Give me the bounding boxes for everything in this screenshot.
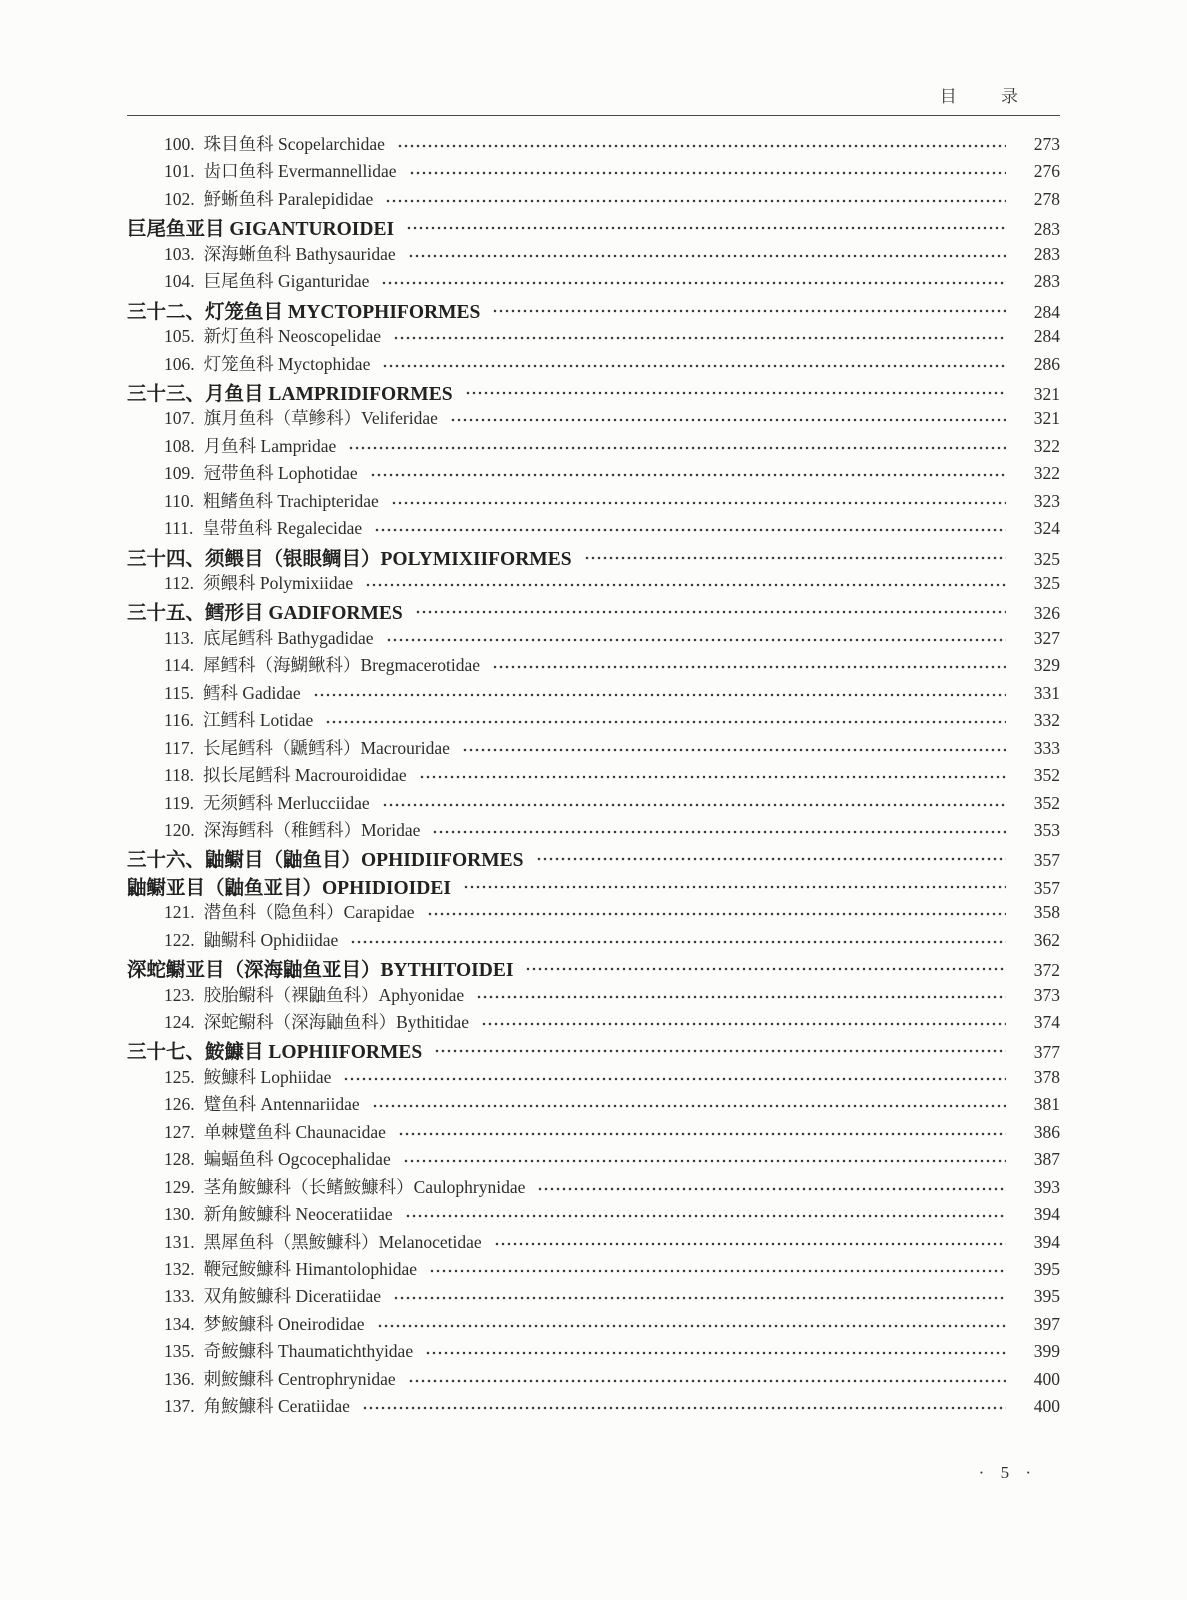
toc-entry-page: 283: [1033, 271, 1060, 292]
toc-entry-page: 374: [1033, 1012, 1060, 1032]
dot-leader: [462, 735, 1006, 762]
toc-entry-number: 110.: [164, 490, 194, 511]
dot-leader: [397, 131, 1006, 158]
toc-entry-number: 117.: [164, 737, 194, 758]
dot-leader: [406, 213, 1006, 240]
dot-leader: [382, 351, 1006, 378]
dot-leader: [409, 158, 1006, 185]
dot-leader: [481, 1009, 1006, 1036]
toc-entry-title: 深海鳕科（稚鳕科）Moridae: [203, 819, 421, 840]
page-content: [127, 0, 1060, 1421]
toc-entry-title: 冠带鱼科 Lophotidae: [203, 463, 358, 484]
toc-entry-number: 123.: [164, 984, 195, 1005]
dot-leader: [408, 241, 1006, 268]
toc-entry-title: 三十二、灯笼鱼目 MYCTOPHIFORMES: [127, 301, 481, 323]
dot-leader: [494, 1229, 1006, 1256]
toc-entry-page: 400: [1033, 1396, 1060, 1417]
toc-entry-number: 102.: [164, 188, 195, 209]
toc-entry: [127, 1338, 1060, 1365]
dot-leader: [348, 433, 1006, 460]
dot-leader: [325, 707, 1006, 734]
toc-entry: [127, 735, 1060, 762]
toc-entry-title: 三十五、鳕形目 GADIFORMES: [127, 603, 403, 625]
toc-entry-page: 327: [1033, 627, 1060, 648]
toc-entry-page: 362: [1033, 929, 1060, 950]
toc-entry-title: 深海蜥鱼科 Bathysauridae: [203, 243, 396, 264]
toc-entry: [127, 1256, 1060, 1283]
toc-entry-number: 112.: [164, 573, 194, 593]
toc-entry: [127, 1283, 1060, 1310]
toc-entry-page: 273: [1033, 134, 1060, 154]
toc-entry-title: 鮟鱇科 Lophiidae: [203, 1066, 332, 1087]
toc-entry-number: 114.: [164, 655, 194, 676]
toc-entry: [127, 954, 1060, 981]
toc-entry-title: 鳕科 Gadidae: [202, 682, 301, 703]
toc-entry-number: 106.: [164, 353, 195, 374]
toc-entry-page: 394: [1033, 1204, 1060, 1225]
toc-entry: [127, 1036, 1060, 1063]
toc-entry-page: 352: [1033, 765, 1060, 786]
toc-entry: [127, 1201, 1060, 1228]
dot-leader: [427, 899, 1006, 926]
dot-leader: [343, 1064, 1006, 1091]
dot-leader: [492, 296, 1006, 323]
dot-leader: [374, 515, 1006, 542]
toc-entry: [127, 433, 1060, 460]
toc-entry-title: 双角鮟鱇科 Diceratiidae: [203, 1286, 382, 1307]
toc-entry-page: 399: [1033, 1341, 1060, 1362]
toc-entry-page: 332: [1033, 710, 1060, 731]
toc-entry-title: 三十四、须鳂目（银眼鲷目）POLYMIXIIFORMES: [127, 548, 572, 570]
toc-entry-number: 108.: [164, 435, 195, 456]
toc-entry-title: 三十七、鮟鱇目 LOPHIIFORMES: [127, 1042, 423, 1064]
toc-entry-title: 深蛇鳚亚目（深海鼬鱼亚目）BYTHITOIDEI: [127, 960, 514, 982]
toc-entry: [127, 680, 1060, 707]
toc-entry-number: 104.: [164, 271, 195, 292]
header-rule: [127, 115, 1060, 116]
toc-entry-title: 犀鳕科（海鰗鳅科）Bregmacerotidae: [202, 655, 481, 676]
toc-entry-title: 皇带鱼科 Regalecidae: [202, 518, 363, 539]
toc-entry-number: 105.: [164, 326, 195, 347]
toc-entry-page: 322: [1033, 463, 1060, 484]
toc-entry-title: 粗鳍鱼科 Trachipteridae: [202, 490, 379, 511]
toc-entry-title: 刺鮟鱇科 Centrophrynidae: [203, 1368, 396, 1389]
toc-entry-number: 120.: [164, 819, 195, 840]
toc-entry: [127, 1009, 1060, 1036]
toc-entry: [127, 1311, 1060, 1338]
toc-entry-number: 130.: [164, 1204, 195, 1225]
toc-entry-number: 137.: [164, 1396, 195, 1417]
toc-entry-number: 126.: [164, 1094, 195, 1115]
toc-entry: [127, 186, 1060, 213]
toc-entry-page: 395: [1033, 1286, 1060, 1307]
dot-leader: [362, 1393, 1006, 1420]
dot-leader: [476, 982, 1006, 1009]
toc-entry: [127, 817, 1060, 844]
dot-leader: [377, 1311, 1007, 1338]
dot-leader: [463, 872, 1006, 899]
toc-entry-title: 底尾鳕科 Bathygadidae: [202, 627, 374, 648]
toc-entry-title: 无须鳕科 Merlucciidae: [202, 792, 370, 813]
toc-entry-number: 109.: [164, 463, 195, 484]
toc-entry-page: 286: [1033, 353, 1060, 374]
toc-entry: [127, 597, 1060, 624]
dot-leader: [450, 405, 1006, 432]
toc-entry: [127, 790, 1060, 817]
toc-entry: [127, 1229, 1060, 1256]
dot-leader: [386, 625, 1006, 652]
toc-entry-title: 鞭冠鮟鱇科 Himantolophidae: [203, 1258, 417, 1279]
dot-leader: [525, 954, 1006, 981]
toc-entry: [127, 1366, 1060, 1393]
dot-leader: [385, 186, 1006, 213]
dot-leader: [398, 1119, 1006, 1146]
toc-entry: [127, 515, 1060, 542]
toc-entry-page: 387: [1033, 1149, 1060, 1170]
toc-entry: [127, 570, 1060, 597]
toc-entry-title: 须鳂科 Polymixiidae: [202, 573, 354, 593]
toc-entry: [127, 1064, 1060, 1091]
toc-entry-page: 372: [1033, 960, 1060, 981]
toc-entry-page: 278: [1033, 188, 1060, 209]
toc-entry-number: 136.: [164, 1368, 195, 1389]
toc-entry-title: 角鮟鱇科 Ceratiidae: [203, 1396, 350, 1417]
toc-entry-number: 127.: [164, 1121, 195, 1142]
toc-entry-title: 三十六、鼬鳚目（鼬鱼目）OPHIDIIFORMES: [127, 850, 524, 872]
toc-entry-page: 373: [1033, 984, 1060, 1005]
toc-entry-number: 107.: [164, 408, 195, 429]
toc-entry-title: 齿口鱼科 Evermannellidae: [203, 161, 397, 182]
toc-entry-page: 325: [1033, 548, 1060, 569]
toc-entry-page: 358: [1033, 902, 1060, 923]
toc-entry: [127, 762, 1060, 789]
toc-entry-number: 122.: [164, 929, 195, 950]
dot-leader: [370, 460, 1006, 487]
toc-entry: [127, 213, 1060, 240]
toc-entry-title: 黑犀鱼科（黑鮟鱇科）Melanocetidae: [203, 1231, 482, 1252]
page-number-folio: · 5 ·: [978, 1463, 1037, 1482]
toc-entry-number: 121.: [164, 902, 195, 923]
toc-entry-title: 新角鮟鱇科 Neoceratiidae: [203, 1204, 393, 1225]
dot-leader: [350, 927, 1006, 954]
toc-entry: [127, 707, 1060, 734]
toc-entry-number: 118.: [164, 765, 194, 786]
dot-leader: [465, 378, 1006, 405]
toc-entry: [127, 1174, 1060, 1201]
toc-entry-page: 357: [1033, 850, 1060, 871]
toc-entry-title: 拟长尾鳕科 Macrouroididae: [202, 765, 407, 786]
toc-entry-page: 323: [1033, 490, 1060, 511]
toc-entry-number: 135.: [164, 1341, 195, 1362]
toc-entry-title: 茎角鮟鱇科（长鳍鮟鱇科）Caulophrynidae: [203, 1176, 526, 1197]
toc-entry-page: 331: [1033, 682, 1060, 703]
toc-entry: [127, 405, 1060, 432]
toc-entry-number: 128.: [164, 1149, 195, 1170]
toc-entry-page: 284: [1033, 301, 1060, 322]
toc-entry: [127, 488, 1060, 515]
toc-entry: [127, 927, 1060, 954]
toc-entry: [127, 158, 1060, 185]
toc-entry: [127, 1146, 1060, 1173]
toc-entry-title: 潜鱼科（隐鱼科）Carapidae: [203, 902, 415, 923]
toc-entry-title: 三十三、月鱼目 LAMPRIDIFORMES: [127, 383, 453, 405]
toc-entry-number: 103.: [164, 243, 195, 264]
toc-entry: [127, 296, 1060, 323]
toc-entry-number: 111.: [164, 518, 194, 539]
toc-entry: [127, 899, 1060, 926]
toc-entry-number: 101.: [164, 161, 195, 182]
toc-entry: [127, 460, 1060, 487]
toc-entry: [127, 351, 1060, 378]
running-head-title: 目 录: [939, 87, 1038, 106]
toc-entry-page: 329: [1033, 655, 1060, 676]
dot-leader: [391, 488, 1006, 515]
toc-entry-title: 旗月鱼科（草鲹科）Veliferidae: [203, 408, 438, 429]
toc-entry-page: 352: [1033, 792, 1060, 813]
dot-leader: [393, 323, 1006, 350]
dot-leader: [429, 1256, 1006, 1283]
dot-leader: [408, 1366, 1006, 1393]
toc-entry-title: 鼬鳚亚目（鼬鱼亚目）OPHIDIOIDEI: [127, 877, 451, 899]
dot-leader: [536, 844, 1006, 871]
toc-entry-number: 100.: [164, 134, 195, 154]
toc-entry-title: 巨尾鱼亚目 GIGANTUROIDEI: [127, 219, 395, 241]
toc-entry-title: 躄鱼科 Antennariidae: [203, 1094, 360, 1115]
toc-entry: [127, 1393, 1060, 1420]
toc-entry-number: 119.: [164, 792, 194, 813]
toc-entry-number: 124.: [164, 1012, 195, 1032]
toc-entry-title: 长尾鳕科（鼶鳕科）Macrouridae: [202, 737, 450, 758]
toc-entry-page: 325: [1033, 573, 1060, 593]
toc-entry-page: 377: [1033, 1042, 1060, 1063]
toc-entry: [127, 241, 1060, 268]
toc-entry-page: 394: [1033, 1231, 1060, 1252]
toc-entry-page: 276: [1033, 161, 1060, 182]
toc-entry-title: 胶胎鳚科（裸鼬鱼科）Aphyonidae: [203, 984, 465, 1005]
toc-entry-page: 284: [1033, 326, 1060, 347]
toc-entry-number: 133.: [164, 1286, 195, 1307]
toc-entry-number: 132.: [164, 1258, 195, 1279]
toc-entry-page: 326: [1033, 603, 1060, 624]
toc-entry: [127, 268, 1060, 295]
toc-entry-page: 381: [1033, 1094, 1060, 1115]
toc-entry-page: 397: [1033, 1313, 1060, 1334]
toc-entry: [127, 323, 1060, 350]
toc-entry-page: 386: [1033, 1121, 1060, 1142]
dot-leader: [372, 1091, 1006, 1118]
dot-leader: [419, 762, 1006, 789]
toc-entry-page: 322: [1033, 435, 1060, 456]
toc-entry-title: 鼬鳚科 Ophidiidae: [203, 929, 339, 950]
toc-entry-title: 梦鮟鱇科 Oneirodidae: [203, 1313, 365, 1334]
toc-entry: [127, 378, 1060, 405]
toc-entry: [127, 872, 1060, 899]
toc-entry-number: 116.: [164, 710, 194, 731]
dot-leader: [393, 1283, 1006, 1310]
toc-entry: [127, 652, 1060, 679]
dot-leader: [584, 543, 1006, 570]
toc-entry-title: 月鱼科 Lampridae: [203, 435, 337, 456]
toc-entry-page: 333: [1033, 737, 1060, 758]
dot-leader: [365, 570, 1006, 597]
toc-entry: [127, 1091, 1060, 1118]
dot-leader: [313, 680, 1006, 707]
toc-entry-number: 131.: [164, 1231, 195, 1252]
toc-list: [127, 131, 1060, 1421]
dot-leader: [415, 597, 1006, 624]
toc-entry-title: 灯笼鱼科 Myctophidae: [203, 353, 371, 374]
toc-entry-number: 113.: [164, 627, 194, 648]
toc-entry-number: 125.: [164, 1066, 195, 1087]
toc-entry: [127, 625, 1060, 652]
toc-entry: [127, 1119, 1060, 1146]
dot-leader: [425, 1338, 1006, 1365]
toc-entry-page: 393: [1033, 1176, 1060, 1197]
dot-leader: [434, 1036, 1006, 1063]
dot-leader: [492, 652, 1006, 679]
toc-entry-title: 单棘躄鱼科 Chaunacidae: [203, 1121, 386, 1142]
dot-leader: [432, 817, 1006, 844]
toc-entry-page: 378: [1033, 1066, 1060, 1087]
toc-entry-page: 395: [1033, 1258, 1060, 1279]
toc-entry-page: 353: [1033, 819, 1060, 840]
toc-entry-title: 蝙蝠鱼科 Ogcocephalidae: [203, 1149, 391, 1170]
toc-entry-page: 324: [1033, 518, 1060, 539]
toc-entry-number: 129.: [164, 1176, 195, 1197]
toc-entry-page: 283: [1033, 219, 1060, 240]
toc-entry-title: 珠目鱼科 Scopelarchidae: [203, 134, 385, 154]
toc-entry-page: 400: [1033, 1368, 1060, 1389]
dot-leader: [537, 1174, 1006, 1201]
toc-entry-title: 江鳕科 Lotidae: [202, 710, 314, 731]
toc-entry-page: 321: [1033, 408, 1060, 429]
toc-entry-title: 新灯鱼科 Neoscopelidae: [203, 326, 382, 347]
toc-entry-title: 深蛇鳚科（深海鼬鱼科）Bythitidae: [203, 1012, 470, 1032]
toc-entry-title: 奇鮟鱇科 Thaumatichthyidae: [203, 1341, 414, 1362]
toc-entry: [127, 543, 1060, 570]
dot-leader: [382, 790, 1006, 817]
toc-entry: [127, 982, 1060, 1009]
toc-entry-number: 134.: [164, 1313, 195, 1334]
toc-entry-page: 321: [1033, 383, 1060, 404]
dot-leader: [381, 268, 1006, 295]
toc-entry: [127, 844, 1060, 871]
dot-leader: [403, 1146, 1006, 1173]
toc-entry-title: 巨尾鱼科 Giganturidae: [203, 271, 370, 292]
toc-entry-number: 115.: [164, 682, 194, 703]
toc-entry-page: 357: [1033, 877, 1060, 898]
toc-entry: [127, 131, 1060, 158]
toc-entry-page: 283: [1033, 243, 1060, 264]
toc-entry-title: 魣蜥鱼科 Paralepididae: [203, 188, 374, 209]
dot-leader: [405, 1201, 1006, 1228]
